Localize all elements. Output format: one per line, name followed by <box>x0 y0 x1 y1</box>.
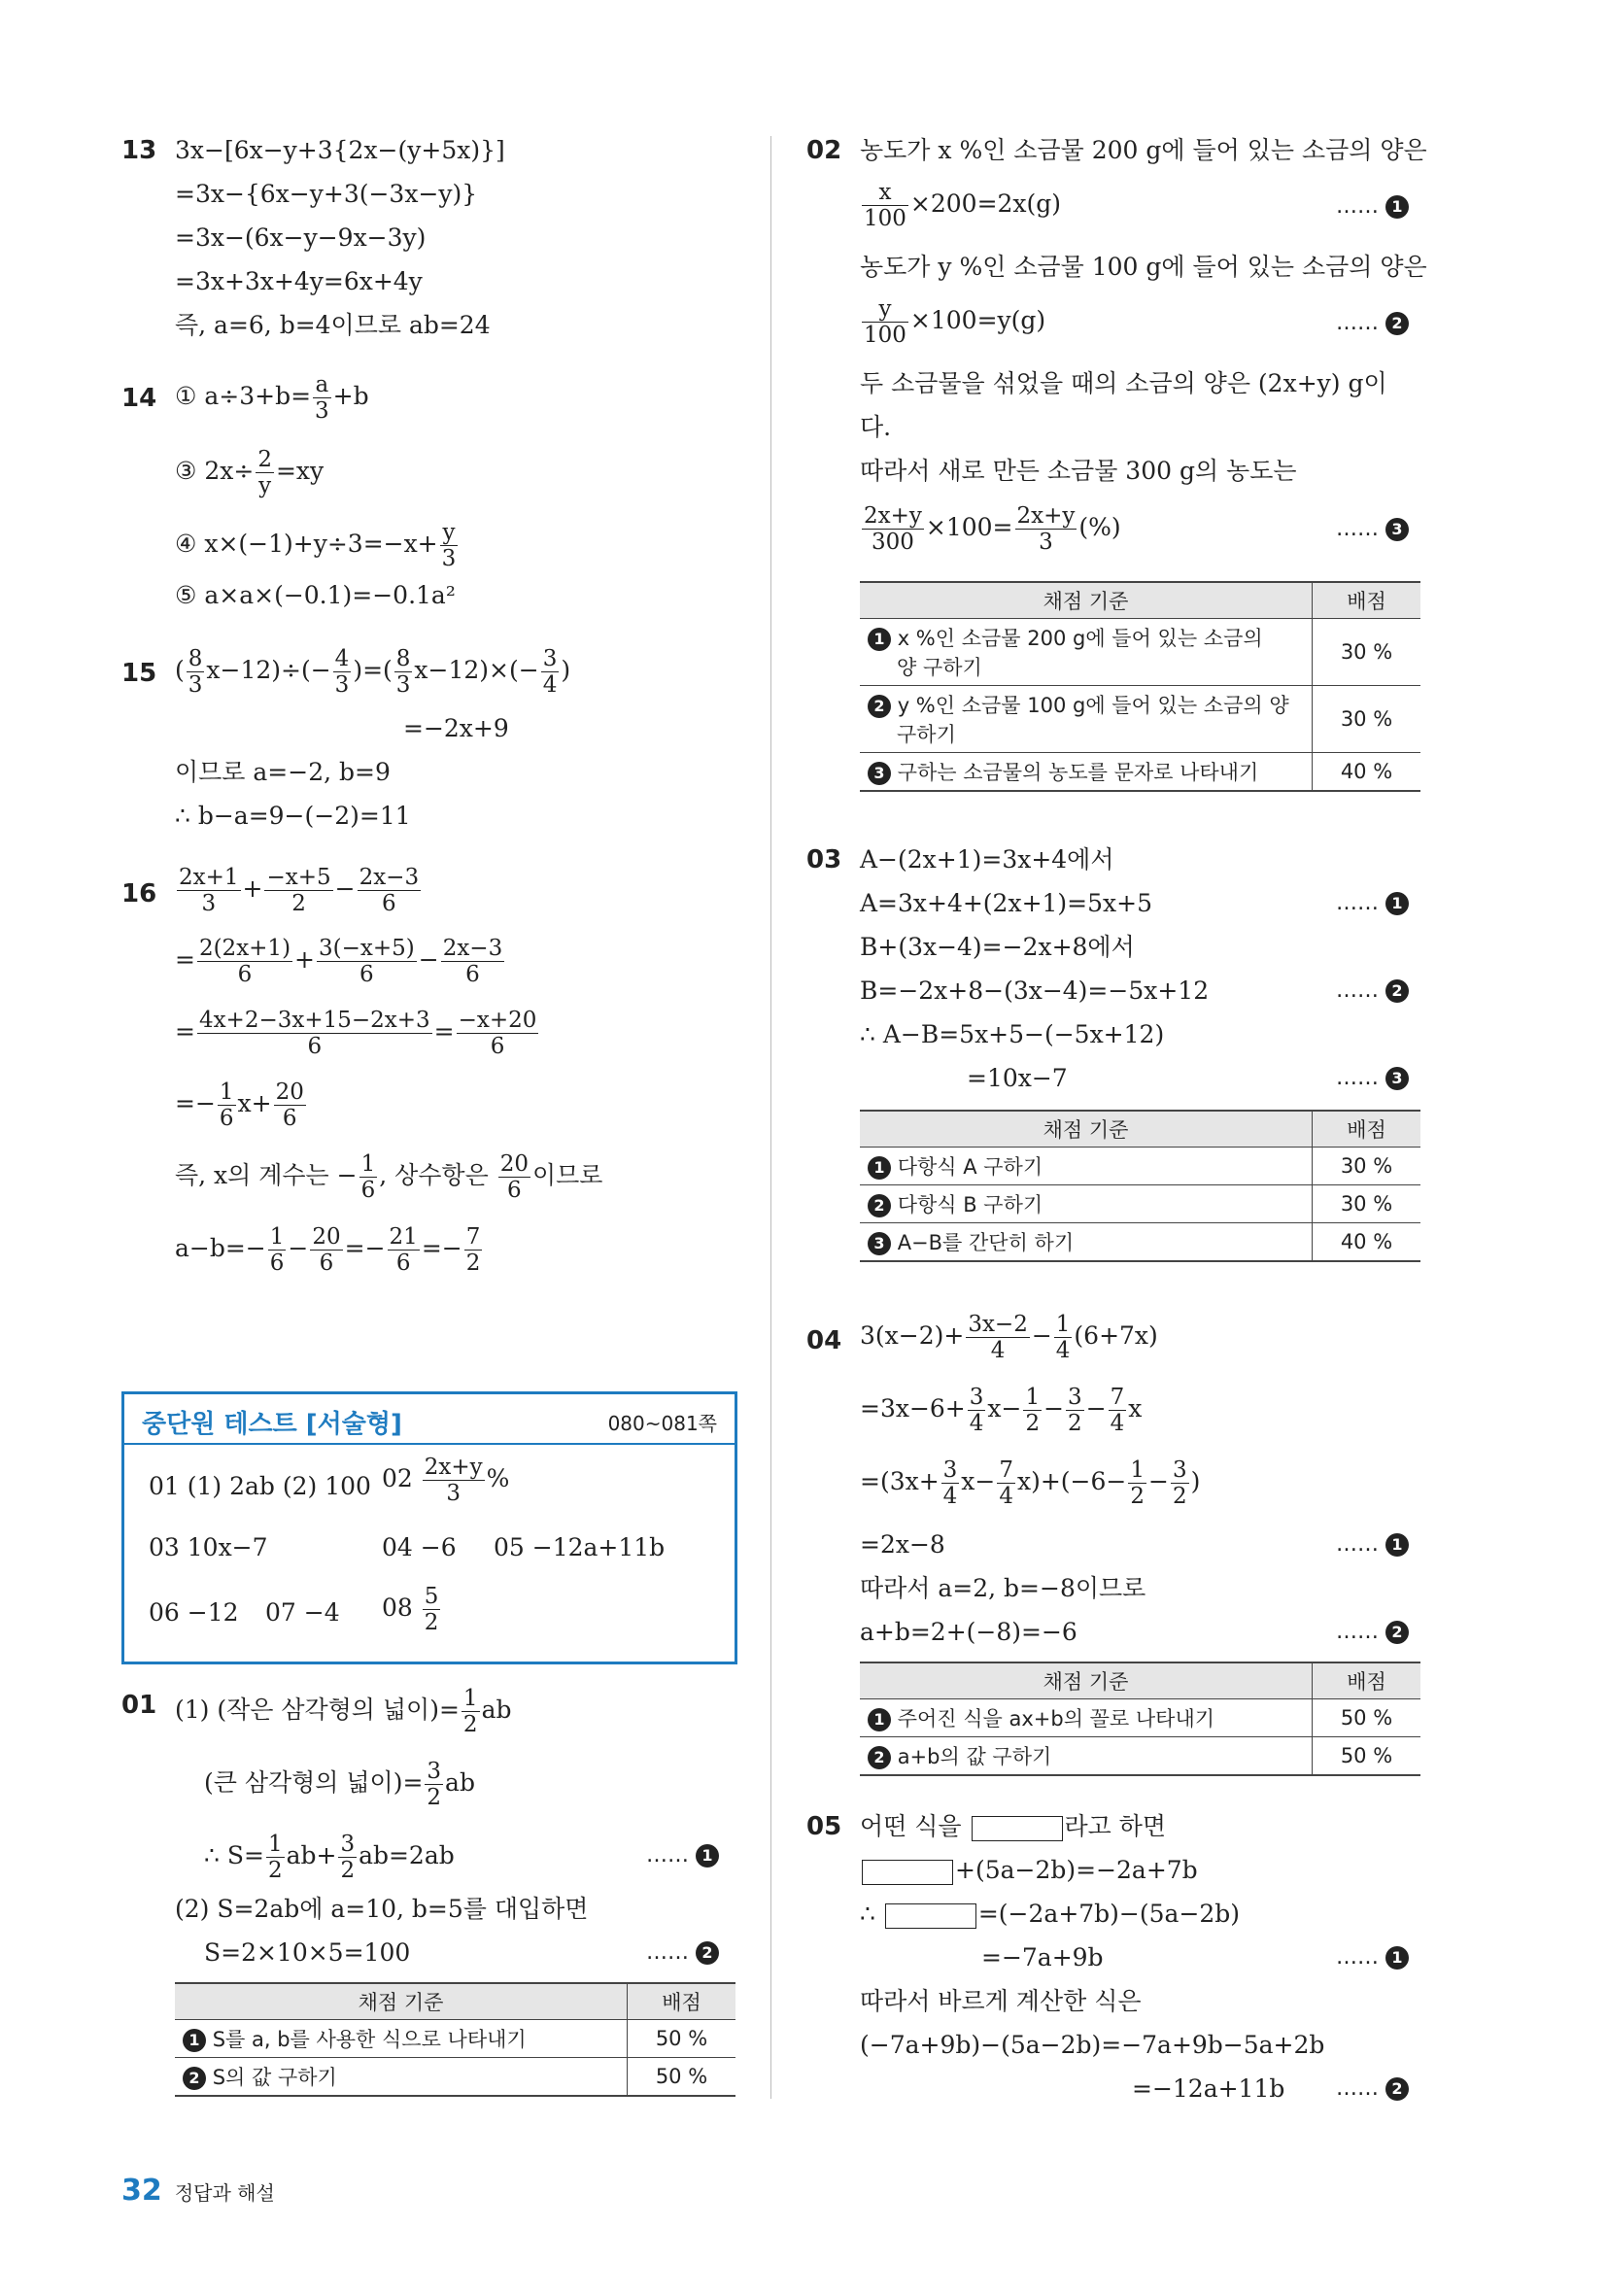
answer-label: 02 <box>382 1464 413 1492</box>
math-text: =− <box>175 1089 216 1117</box>
test-box-header <box>124 1394 735 1445</box>
step-marker: …… 1 <box>1336 1532 1409 1557</box>
math-line: 3(x−2)+ $\frac{3x-2}{4}$ − $\frac{1}{4}$ (6+7x) <box>860 1312 1158 1363</box>
math-line: ③ 2x÷ $\frac{2}{y}$ =xy <box>175 447 325 498</box>
step-1-icon: 1 <box>183 2029 206 2052</box>
step-3-icon: 3 <box>1385 518 1409 541</box>
table-cell: 30 % <box>1313 1185 1421 1223</box>
table-cell: 50 % <box>1313 1699 1421 1737</box>
scoring-table <box>860 1662 1420 1776</box>
math-text: 라고 하면 <box>1064 1812 1167 1840</box>
table-cell: S의 값 구하기 <box>212 2066 337 2089</box>
math-line: =3x−{6x−y+3(−3x−y)} <box>175 180 478 208</box>
table-cell: 40 % <box>1313 753 1421 792</box>
math-line: ∴ =(−2a+7b)−(5a−2b) <box>860 1900 1241 1928</box>
problem-number: 04 <box>806 1326 842 1355</box>
column-divider <box>770 136 771 2099</box>
answer-item: 07 −4 <box>265 1598 340 1627</box>
table-cell: 양 구하기 <box>897 656 982 679</box>
problem-number: 16 <box>121 879 157 908</box>
math-line: (2) S=2ab에 a=10, b=5를 대입하면 <box>175 1895 589 1923</box>
math-line: ④ x×(−1)+y÷3=−x+ $\frac{y}{3}$ <box>175 520 457 571</box>
footer-label: 정답과 해설 <box>174 2181 275 2205</box>
math-line <box>860 1856 1198 1885</box>
step-1-icon: 1 <box>868 1708 891 1731</box>
math-line: (큰 삼각형의 넓이)= $\frac{3}{2}$ ab <box>204 1759 475 1810</box>
table-header: 배점 <box>628 1983 736 2020</box>
math-line: ( $\frac{8}{3}$ x−12)÷(− $\frac{4}{3}$ )=( $\frac{8}{3}$ x−12)×(− $\frac{3}{4}$ ) <box>175 646 571 698</box>
table-cell: 주어진 식을 ax+b의 꼴로 나타내기 <box>897 1707 1215 1731</box>
table-cell: S를 a, b를 사용한 식으로 나타내기 <box>212 2028 527 2051</box>
math-text: ×200=2x(g) <box>909 189 1062 218</box>
math-line: 따라서 a=2, b=−8이므로 <box>860 1574 1146 1602</box>
math-line: $\frac{x}{100}$ ×200=2x(g) <box>864 180 1062 231</box>
table-cell: A−B를 간단히 하기 <box>897 1231 1075 1254</box>
table-row <box>860 753 1420 792</box>
test-box-pages: 080~081쪽 <box>607 1412 717 1435</box>
page-footer <box>121 2174 275 2208</box>
table-header: 배점 <box>1313 1662 1421 1699</box>
math-line: 즉, x의 계수는 − $\frac{1}{6}$ , 상수항은 $\frac{20}{6}$ 이므로 <box>175 1151 603 1203</box>
step-marker: …… 3 <box>1336 1066 1409 1090</box>
table-cell: 구하는 소금물의 농도를 문자로 나타내기 <box>897 761 1259 784</box>
step-marker: …… 1 <box>1336 891 1409 915</box>
step-2-icon: 2 <box>1385 1621 1409 1644</box>
math-line: 농도가 x %인 소금물 200 g에 들어 있는 소금의 양은 <box>860 136 1427 164</box>
table-row <box>860 1148 1420 1185</box>
math-line: A=3x+4+(2x+1)=5x+5 <box>860 889 1152 917</box>
table-cell: 다항식 B 구하기 <box>897 1193 1043 1217</box>
table-cell: 50 % <box>628 2020 736 2058</box>
blank-box <box>972 1816 1063 1841</box>
problem-number: 14 <box>121 384 157 413</box>
table-header: 채점 기준 <box>860 1111 1313 1148</box>
problem-number: 15 <box>121 659 157 688</box>
math-text: 어떤 식을 <box>860 1812 962 1840</box>
scoring-table <box>860 581 1420 792</box>
math-line: (1) (작은 삼각형의 넓이)= $\frac{1}{2}$ ab <box>175 1686 512 1737</box>
page-number: 32 <box>121 2174 162 2208</box>
math-text: ×100=y(g) <box>909 306 1046 334</box>
blank-box <box>885 1903 976 1929</box>
table-header: 배점 <box>1313 582 1421 619</box>
table-row <box>860 1223 1420 1262</box>
step-1-icon: 1 <box>696 1844 719 1868</box>
table-row <box>860 1185 1420 1223</box>
math-line: =10x−7 <box>967 1064 1068 1092</box>
table-cell: 30 % <box>1313 1148 1421 1185</box>
answer-item: 05 −12a+11b <box>494 1533 666 1561</box>
step-marker: …… 1 <box>1336 194 1409 219</box>
problem-number: 13 <box>121 136 157 165</box>
math-text: (큰 삼각형의 넓이)= <box>204 1768 424 1797</box>
table-row <box>860 1699 1420 1737</box>
test-box-title: 중단원 테스트 [서술형] <box>142 1410 402 1439</box>
answer-item: 01 (1) 2ab (2) 100 <box>149 1472 371 1500</box>
math-line: 따라서 새로 만든 소금물 300 g의 농도는 <box>860 457 1297 485</box>
step-2-icon: 2 <box>1385 979 1409 1003</box>
table-cell: 30 % <box>1313 686 1421 753</box>
math-line: =−2x+9 <box>403 714 509 742</box>
math-text: , 상수항은 <box>379 1161 489 1189</box>
step-marker: …… 3 <box>1336 517 1409 541</box>
step-2-icon: 2 <box>868 695 891 718</box>
math-line: =−7a+9b <box>981 1943 1104 1971</box>
math-line: 다. <box>860 413 892 441</box>
step-2-icon: 2 <box>868 1746 891 1769</box>
math-line: =3x−(6x−y−9x−3y) <box>175 223 427 252</box>
table-row <box>860 1737 1420 1776</box>
step-marker: …… 2 <box>1336 311 1409 335</box>
answer-item: 08 $\frac{5}{2}$ <box>382 1584 439 1635</box>
step-3-icon: 3 <box>868 762 891 785</box>
table-header: 채점 기준 <box>860 1662 1313 1699</box>
math-line: B=−2x+8−(3x−4)=−5x+12 <box>860 977 1210 1005</box>
step-marker: …… 2 <box>1336 2076 1409 2101</box>
answer-item: 06 −12 <box>149 1598 239 1627</box>
math-line: 3x−[6x−y+3{2x−(y+5x)}] <box>175 136 505 164</box>
table-cell: 구하기 <box>897 723 956 746</box>
scoring-table <box>860 1110 1420 1262</box>
math-text: =(−2a+7b)−(5a−2b) <box>977 1900 1241 1928</box>
step-2-icon: 2 <box>183 2067 206 2090</box>
step-1-icon: 1 <box>1385 1946 1409 1970</box>
step-marker: …… 1 <box>646 1843 719 1868</box>
table-header: 채점 기준 <box>860 582 1313 619</box>
math-line: A−(2x+1)=3x+4에서 <box>860 845 1114 874</box>
step-2-icon: 2 <box>696 1941 719 1965</box>
step-1-icon: 1 <box>1385 892 1409 915</box>
answer-item: 04 −6 <box>382 1533 457 1561</box>
math-line: ∴ A−B=5x+5−(−5x+12) <box>860 1020 1165 1048</box>
answer-label: 08 <box>382 1593 413 1622</box>
math-text: (1) (작은 삼각형의 넓이)= <box>175 1696 460 1724</box>
step-1-icon: 1 <box>1385 1533 1409 1557</box>
math-line: $\frac{2x+y}{300}$ ×100= $\frac{2x+y}{3}$ (%) <box>864 503 1121 555</box>
table-cell: y %인 소금물 100 g에 들어 있는 소금의 양 <box>897 694 1289 717</box>
table-cell: 50 % <box>628 2058 736 2097</box>
math-text: 즉, x의 계수는 − <box>175 1161 358 1189</box>
table-cell: 다항식 A 구하기 <box>897 1155 1043 1179</box>
table-row <box>860 686 1420 753</box>
answer-item: 03 10x−7 <box>149 1533 268 1561</box>
math-line: a−b=− $\frac{1}{6}$ − $\frac{20}{6}$ =− $\frac{21}{6}$ =− $\frac{7}{2}$ <box>175 1224 481 1276</box>
table-header: 배점 <box>1313 1111 1421 1148</box>
table-row <box>175 2020 735 2058</box>
table-cell: 30 % <box>1313 619 1421 686</box>
math-line: 따라서 바르게 계산한 식은 <box>860 1987 1142 2015</box>
math-line: 이므로 a=−2, b=9 <box>175 758 391 786</box>
math-line: =3x−6+ $\frac{3}{4}$ x− $\frac{1}{2}$ − $\frac{3}{2}$ − $\frac{7}{4}$ x <box>860 1385 1143 1436</box>
step-1-icon: 1 <box>868 628 891 651</box>
problem-number: 05 <box>806 1812 842 1841</box>
table-row <box>175 2058 735 2097</box>
math-line: a+b=2+(−8)=−6 <box>860 1618 1077 1646</box>
math-line: 농도가 y %인 소금물 100 g에 들어 있는 소금의 양은 <box>860 253 1427 281</box>
math-line: 두 소금물을 섞었을 때의 소금의 양은 (2x+y) g이 <box>860 369 1387 397</box>
math-line: S=2×10×5=100 <box>204 1938 411 1967</box>
math-text: 이므로 <box>531 1161 603 1189</box>
step-marker: …… 2 <box>1336 1620 1409 1644</box>
step-marker: …… 2 <box>1336 978 1409 1003</box>
table-cell: x %인 소금물 200 g에 들어 있는 소금의 <box>897 627 1263 650</box>
step-3-icon: 3 <box>1385 1067 1409 1090</box>
math-line: =− $\frac{1}{6}$ x+ $\frac{20}{6}$ <box>175 1079 304 1131</box>
step-marker: …… 1 <box>1336 1945 1409 1970</box>
table-header: 채점 기준 <box>175 1983 628 2020</box>
step-2-icon: 2 <box>1385 312 1409 335</box>
math-line: 즉, a=6, b=4이므로 ab=24 <box>175 311 491 339</box>
table-cell: 40 % <box>1313 1223 1421 1262</box>
step-marker: …… 2 <box>646 1940 719 1965</box>
math-line: =3x+3x+4y=6x+4y <box>175 267 423 295</box>
math-line: $\frac{y}{100}$ ×100=y(g) <box>864 296 1046 348</box>
math-line: ① a÷3+b= $\frac{a}{3}$ +b <box>175 372 369 424</box>
scoring-table <box>175 1982 735 2097</box>
table-cell: a+b의 값 구하기 <box>897 1745 1052 1768</box>
table-row <box>860 619 1420 686</box>
step-3-icon: 3 <box>868 1232 891 1255</box>
math-line: = $\frac{2(2x+1)}{6}$ + $\frac{3(-x+5)}{6}$ − $\frac{2x-3}{6}$ <box>175 936 503 987</box>
math-line: ∴ S= $\frac{1}{2}$ ab+ $\frac{3}{2}$ ab=2ab <box>204 1832 455 1883</box>
math-line: =−12a+11b <box>1132 2074 1285 2103</box>
problem-number: 02 <box>806 136 842 165</box>
math-line: ⑤ a×a×(−0.1)=−0.1a² <box>175 581 456 609</box>
math-line: $\frac{2x+1}{3}$ + $\frac{-x+5}{2}$ − $\frac{2x-3}{6}$ <box>179 865 420 916</box>
math-line: =(3x+ $\frac{3}{4}$ x− $\frac{7}{4}$ x)+(−6− $\frac{1}{2}$ − $\frac{3}{2}$ ) <box>860 1457 1201 1509</box>
unit-test-answer-box <box>121 1391 737 1664</box>
step-1-icon: 1 <box>868 1156 891 1180</box>
math-text: ∴ S= <box>204 1841 264 1869</box>
step-2-icon: 2 <box>1385 2077 1409 2101</box>
step-2-icon: 2 <box>868 1194 891 1217</box>
problem-number: 03 <box>806 845 842 874</box>
problem-number: 01 <box>121 1691 157 1720</box>
math-line: = $\frac{4x+2-3x+15-2x+3}{6}$ = $\frac{-x+20}{6}$ <box>175 1008 537 1059</box>
blank-box <box>862 1860 953 1885</box>
table-cell: 50 % <box>1313 1737 1421 1776</box>
math-line: B+(3x−4)=−2x+8에서 <box>860 933 1135 961</box>
math-line: ∴ b−a=9−(−2)=11 <box>175 802 411 830</box>
math-line: (−7a+9b)−(5a−2b)=−7a+9b−5a+2b <box>860 2031 1325 2059</box>
answer-item: 02 $\frac{2x+y}{3}$ % <box>382 1455 510 1506</box>
math-text: +(5a−2b)=−2a+7b <box>955 1856 1198 1884</box>
step-1-icon: 1 <box>1385 195 1409 219</box>
math-line <box>860 1812 1166 1841</box>
math-line: =2x−8 <box>860 1530 945 1559</box>
